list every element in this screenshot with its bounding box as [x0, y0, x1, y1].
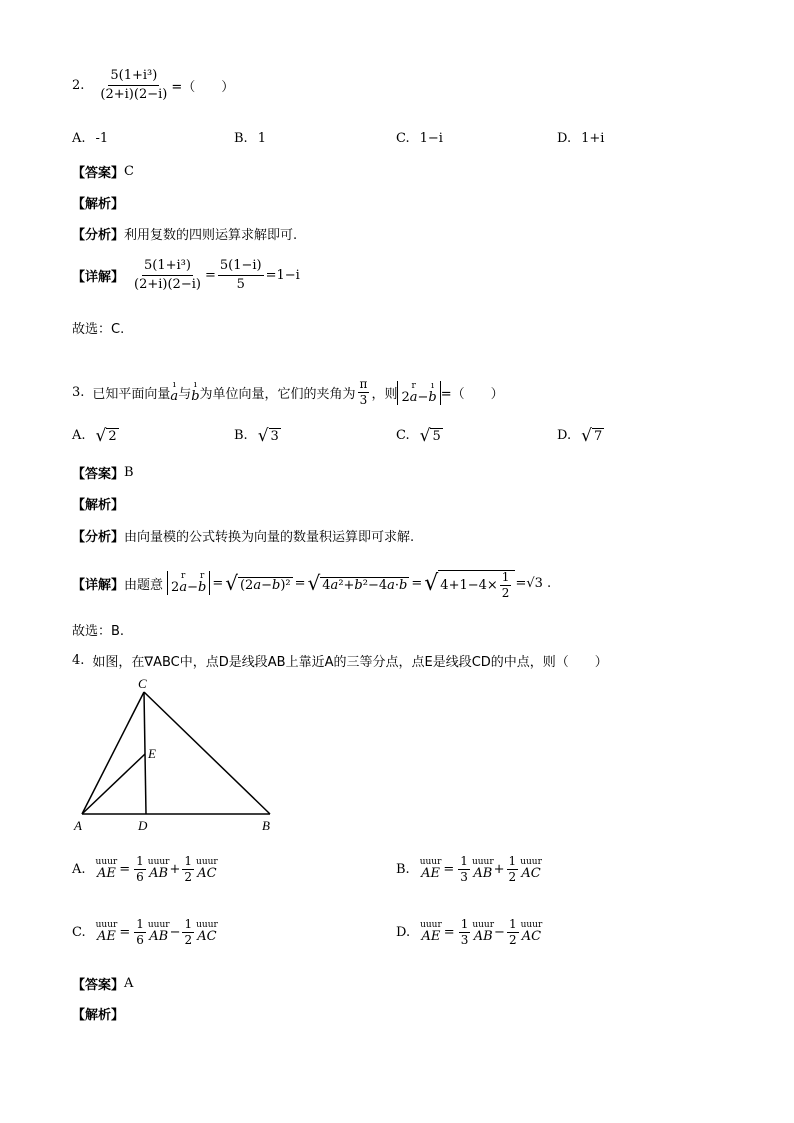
q3-fenxi-tag: 【分析】 [72, 530, 125, 545]
q3-fenxi-text: 由向量模的公式转换为向量的数量积运算即可求解. [124, 530, 415, 545]
q3-detail-abs: 2 r a − r b [167, 571, 210, 595]
q3-answer-tag: 【答案】 [72, 467, 125, 482]
q2-detail-fraction-2 [218, 258, 264, 293]
q3-detail-result: =√3 . [515, 575, 552, 591]
q3-option-a [72, 426, 119, 445]
q2-option-d-label: D. [557, 131, 572, 146]
q3-detail-eq-2: = [294, 575, 306, 591]
q2-detail [72, 258, 300, 293]
q3-option-b-label: B. [234, 428, 248, 443]
q2-detail-tag: 【详解】 [72, 270, 125, 285]
q2-fenxi [72, 224, 297, 243]
q4-option-c: C. uuur AE = $\frac{1}{6}$ uuur AB − $\frac{1}{2}$ uuur AC [72, 917, 218, 947]
q3-option-c [396, 426, 443, 445]
q2-fenxi-text: 利用复数的四则运算求解即可. [124, 228, 298, 243]
q4-edge-ac [82, 692, 144, 814]
q3-detail-sqrt-1: √ [225, 571, 238, 595]
q4-number: 4. [72, 653, 85, 668]
q4-text: 如图，在∇ABC中，点D是线段AB上靠近A的三等分点，点E是线段CD的中点，则（ ） [92, 655, 608, 670]
q2-option-a-value: -1 [95, 131, 109, 146]
q3-conclusion [72, 620, 124, 639]
q3-analysis [72, 494, 124, 513]
q2-answer-tag: 【答案】 [72, 166, 125, 181]
q4-option-b: B. uuur AE = $\frac{1}{3}$ uuur AB + $\frac{1}{2}$ uuur AC [396, 854, 542, 884]
q2-fraction [98, 68, 169, 103]
q2-conclusion-text: 故选：C. [72, 322, 125, 337]
q3-detail-numeric: 4+1−4× $\frac{1}{2}$ [438, 570, 515, 600]
q4-answer-value: A [124, 976, 134, 991]
q2-detail-num-2: 5(1−i) [218, 258, 264, 276]
q3-answer [72, 463, 134, 482]
q2-analysis [72, 193, 124, 212]
q4-analysis-tag: 【解析】 [72, 1008, 125, 1023]
q2-number: 2. [72, 78, 85, 93]
q3-detail [72, 566, 551, 600]
q4-option-c-label: C. [72, 925, 86, 940]
q3-abs-expression: 2 r a − ı b [397, 381, 440, 405]
q3-angle [358, 378, 370, 407]
q3-text-pre: 已知平面向量 [92, 387, 171, 402]
q2-option-d-value: 1+i [581, 131, 605, 146]
q4-stem [72, 651, 608, 670]
q3-option-c-label: C. [396, 428, 410, 443]
q3-detail-pre: 由题意 [124, 577, 164, 593]
q4-option-a: A. uuur AE = $\frac{1}{6}$ uuur AB + $\frac{1}{2}$ uuur AC [72, 854, 218, 884]
q3-detail-tag: 【详解】 [72, 577, 125, 593]
q3-detail-expand: 4a²+b²−4a·b [322, 578, 408, 593]
q2-fenxi-tag: 【分析】 [72, 228, 125, 243]
q3-detail-eq-3: = [411, 575, 423, 591]
q2-option-b [234, 131, 266, 146]
q3-text-mid2: 为单位向量，它们的夹角为 [199, 387, 356, 402]
q2-option-c [396, 131, 443, 146]
q4-label-c: C [138, 676, 147, 691]
q4-segment-cd [144, 692, 146, 814]
q3-suffix: =（ ） [440, 387, 504, 402]
q3-conclusion-text: 故选：B. [72, 624, 125, 639]
q2-option-a-label: A. [72, 131, 86, 146]
q3-answer-value: B [124, 465, 134, 480]
q2-answer [72, 162, 134, 181]
q4-label-e: E [148, 746, 156, 761]
q2-stem [72, 68, 234, 103]
q3-detail-square: (2a−b)² [239, 578, 291, 593]
q3-angle-num: π [359, 377, 368, 391]
q3-option-c-sqrt: √ 5 [419, 426, 441, 446]
q3-option-b [234, 426, 281, 445]
q3-fenxi [72, 526, 414, 545]
q2-detail-num-1: 5(1+i³) [142, 258, 193, 276]
q2-analysis-tag: 【解析】 [72, 197, 125, 212]
q3-option-d-sqrt: √ 7 [581, 426, 603, 446]
q4-edge-bc [144, 692, 270, 814]
q4-triangle-figure [70, 672, 290, 837]
q2-detail-eq: = [204, 268, 216, 283]
q4-analysis [72, 1004, 124, 1023]
q2-detail-result: =1−i [265, 268, 300, 283]
q2-option-b-value: 1 [257, 131, 266, 146]
q4-option-b-label: B. [396, 862, 410, 877]
q3-analysis-tag: 【解析】 [72, 498, 125, 513]
q2-suffix: =（ ） [171, 80, 235, 95]
q3-option-d [557, 426, 604, 445]
q2-option-b-label: B. [234, 131, 248, 146]
q4-answer-tag: 【答案】 [72, 978, 125, 993]
q2-denominator: (2+i)(2−i) [100, 87, 168, 102]
q3-text-mid3: ，则 [371, 387, 398, 402]
q3-vector-a: ı a [170, 380, 179, 404]
q3-detail-sqrt-2: √ [307, 571, 321, 595]
q2-detail-fraction-1 [132, 258, 203, 293]
q2-detail-den-1: (2+i)(2−i) [134, 277, 201, 292]
q3-number: 3. [72, 385, 85, 400]
q3-detail-half: $\frac{1}{2}$ [501, 570, 510, 600]
q4-option-a-label: A. [72, 862, 86, 877]
q2-option-c-label: C. [396, 131, 410, 146]
q2-option-d [557, 131, 604, 146]
q4-segment-ae [82, 754, 145, 814]
q3-option-d-label: D. [557, 428, 572, 443]
q2-option-a [72, 131, 108, 146]
q4-option-d-label: D. [396, 925, 411, 940]
q3-detail-eq-1: = [212, 575, 224, 591]
q4-label-a: A [74, 818, 82, 833]
q3-text-mid1: 与 [178, 387, 192, 402]
q2-option-c-value: 1−i [419, 131, 443, 146]
q2-answer-value: C [124, 164, 134, 179]
q2-detail-den-2: 5 [236, 277, 245, 292]
q4-label-d: D [138, 818, 148, 833]
q2-conclusion [72, 318, 124, 337]
q3-option-a-sqrt: √ 2 [95, 426, 117, 446]
q4-option-d: D. uuur AE = $\frac{1}{3}$ uuur AB − $\frac{1}{2}$ uuur AC [396, 917, 543, 947]
q2-numerator: 5(1+i³) [108, 68, 159, 86]
q3-option-b-sqrt: √ 3 [257, 426, 279, 446]
q4-answer [72, 974, 133, 993]
q3-angle-den: 3 [359, 393, 368, 407]
q3-stem [72, 378, 504, 407]
q3-vector-b: ı b [191, 380, 200, 404]
q3-detail-sqrt-3: √ [424, 570, 439, 596]
q4-label-b: B [262, 818, 270, 833]
q3-option-a-label: A. [72, 428, 86, 443]
